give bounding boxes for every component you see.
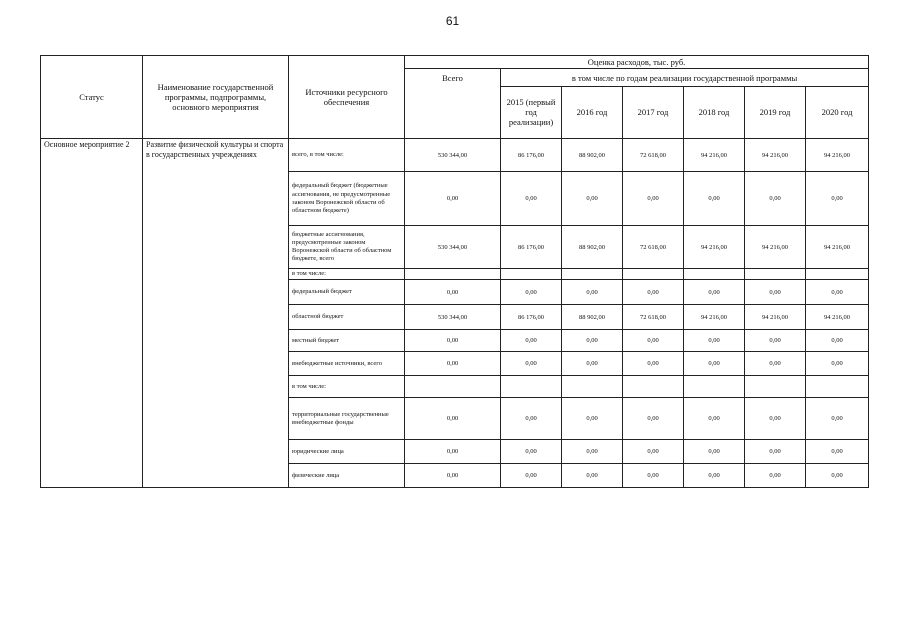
- status-cell: Основное мероприятие 2: [41, 139, 143, 488]
- value-cell: 0,00: [562, 440, 623, 464]
- value-cell: 0,00: [405, 464, 501, 488]
- value-cell: 0,00: [405, 172, 501, 226]
- value-cell: 0,00: [405, 352, 501, 376]
- value-cell: [501, 269, 562, 280]
- header-estimate: Оценка расходов, тыс. руб.: [405, 56, 869, 69]
- program-name-cell: Развитие физической культуры и спорта в государственных учреждениях: [143, 139, 289, 488]
- value-cell: 0,00: [684, 352, 745, 376]
- value-cell: 88 902,00: [562, 226, 623, 269]
- value-cell: 0,00: [806, 352, 869, 376]
- value-cell: 0,00: [501, 352, 562, 376]
- value-cell: 0,00: [623, 440, 684, 464]
- source-cell: местный бюджет: [289, 330, 405, 352]
- value-cell: [405, 376, 501, 398]
- value-cell: 0,00: [405, 280, 501, 305]
- value-cell: [501, 376, 562, 398]
- source-cell: областной бюджет: [289, 305, 405, 330]
- value-cell: [562, 269, 623, 280]
- value-cell: 0,00: [562, 172, 623, 226]
- value-cell: 0,00: [806, 280, 869, 305]
- value-cell: 94 216,00: [806, 305, 869, 330]
- value-cell: 0,00: [806, 440, 869, 464]
- value-cell: [806, 269, 869, 280]
- source-cell: юридические лица: [289, 440, 405, 464]
- value-cell: 88 902,00: [562, 139, 623, 172]
- value-cell: 0,00: [623, 398, 684, 440]
- value-cell: 0,00: [501, 464, 562, 488]
- table-row: [41, 139, 869, 172]
- value-cell: 94 216,00: [684, 139, 745, 172]
- source-cell: федеральный бюджет: [289, 280, 405, 305]
- value-cell: [684, 269, 745, 280]
- value-cell: 0,00: [684, 172, 745, 226]
- value-cell: 94 216,00: [745, 226, 806, 269]
- value-cell: 0,00: [684, 280, 745, 305]
- value-cell: 0,00: [405, 398, 501, 440]
- value-cell: 88 902,00: [562, 305, 623, 330]
- value-cell: 0,00: [501, 398, 562, 440]
- value-cell: 0,00: [745, 330, 806, 352]
- value-cell: 94 216,00: [745, 139, 806, 172]
- value-cell: 0,00: [745, 352, 806, 376]
- value-cell: 0,00: [684, 464, 745, 488]
- value-cell: 94 216,00: [684, 226, 745, 269]
- value-cell: 0,00: [745, 440, 806, 464]
- value-cell: 0,00: [405, 330, 501, 352]
- header-year-2017: 2017 год: [623, 87, 684, 139]
- value-cell: 0,00: [684, 330, 745, 352]
- source-cell: в том числе:: [289, 376, 405, 398]
- source-cell: территориальные государственные внебюджетные фонды: [289, 398, 405, 440]
- value-cell: 0,00: [623, 330, 684, 352]
- value-cell: 0,00: [745, 172, 806, 226]
- value-cell: 0,00: [806, 330, 869, 352]
- value-cell: 0,00: [562, 280, 623, 305]
- value-cell: [684, 376, 745, 398]
- header-status: Статус: [41, 56, 143, 139]
- value-cell: 0,00: [745, 398, 806, 440]
- value-cell: 94 216,00: [806, 139, 869, 172]
- value-cell: [562, 376, 623, 398]
- value-cell: 72 618,00: [623, 139, 684, 172]
- value-cell: 86 176,00: [501, 305, 562, 330]
- budget-table: [40, 55, 869, 488]
- header-year-2019: 2019 год: [745, 87, 806, 139]
- value-cell: 0,00: [684, 440, 745, 464]
- source-cell: в том числе:: [289, 269, 405, 280]
- source-cell: внебюджетные источники, всего: [289, 352, 405, 376]
- value-cell: 0,00: [745, 464, 806, 488]
- value-cell: 0,00: [562, 464, 623, 488]
- value-cell: 0,00: [501, 330, 562, 352]
- value-cell: [745, 269, 806, 280]
- value-cell: 0,00: [623, 280, 684, 305]
- value-cell: 0,00: [562, 330, 623, 352]
- source-cell: всего, в том числе:: [289, 139, 405, 172]
- value-cell: [806, 376, 869, 398]
- value-cell: 94 216,00: [684, 305, 745, 330]
- value-cell: [745, 376, 806, 398]
- source-cell: физические лица: [289, 464, 405, 488]
- value-cell: 0,00: [806, 172, 869, 226]
- source-cell: федеральный бюджет (бюджетные ассигнования, не предусмотренные законом Воронежской области об областном бюджете): [289, 172, 405, 226]
- header-name: Наименование государственной программы, подпрограммы, основного мероприятия: [143, 56, 289, 139]
- value-cell: 0,00: [623, 172, 684, 226]
- header-sources: Источники ресурсного обеспечения: [289, 56, 405, 139]
- value-cell: 0,00: [806, 464, 869, 488]
- value-cell: 72 618,00: [623, 305, 684, 330]
- value-cell: 86 176,00: [501, 226, 562, 269]
- value-cell: 0,00: [745, 280, 806, 305]
- value-cell: 72 618,00: [623, 226, 684, 269]
- value-cell: 0,00: [501, 172, 562, 226]
- value-cell: 94 216,00: [745, 305, 806, 330]
- header-by-years: в том числе по годам реализации государственной программы: [501, 69, 869, 87]
- value-cell: 530 344,00: [405, 226, 501, 269]
- value-cell: [623, 376, 684, 398]
- value-cell: 0,00: [562, 398, 623, 440]
- value-cell: 530 344,00: [405, 305, 501, 330]
- value-cell: 0,00: [405, 440, 501, 464]
- header-year-2015: 2015 (первый год реализации): [501, 87, 562, 139]
- value-cell: [623, 269, 684, 280]
- value-cell: 94 216,00: [806, 226, 869, 269]
- value-cell: 0,00: [562, 352, 623, 376]
- value-cell: 0,00: [623, 464, 684, 488]
- value-cell: 0,00: [501, 280, 562, 305]
- value-cell: 0,00: [684, 398, 745, 440]
- value-cell: 0,00: [623, 352, 684, 376]
- value-cell: 0,00: [501, 440, 562, 464]
- page-number: 61: [445, 14, 460, 28]
- header-total: Всего: [405, 69, 501, 139]
- value-cell: 0,00: [806, 398, 869, 440]
- source-cell: бюджетные ассигнования, предусмотренные законом Воронежской области об областном бюджете, всего: [289, 226, 405, 269]
- header-year-2020: 2020 год: [806, 87, 869, 139]
- value-cell: [405, 269, 501, 280]
- value-cell: 86 176,00: [501, 139, 562, 172]
- header-year-2016: 2016 год: [562, 87, 623, 139]
- header-year-2018: 2018 год: [684, 87, 745, 139]
- value-cell: 530 344,00: [405, 139, 501, 172]
